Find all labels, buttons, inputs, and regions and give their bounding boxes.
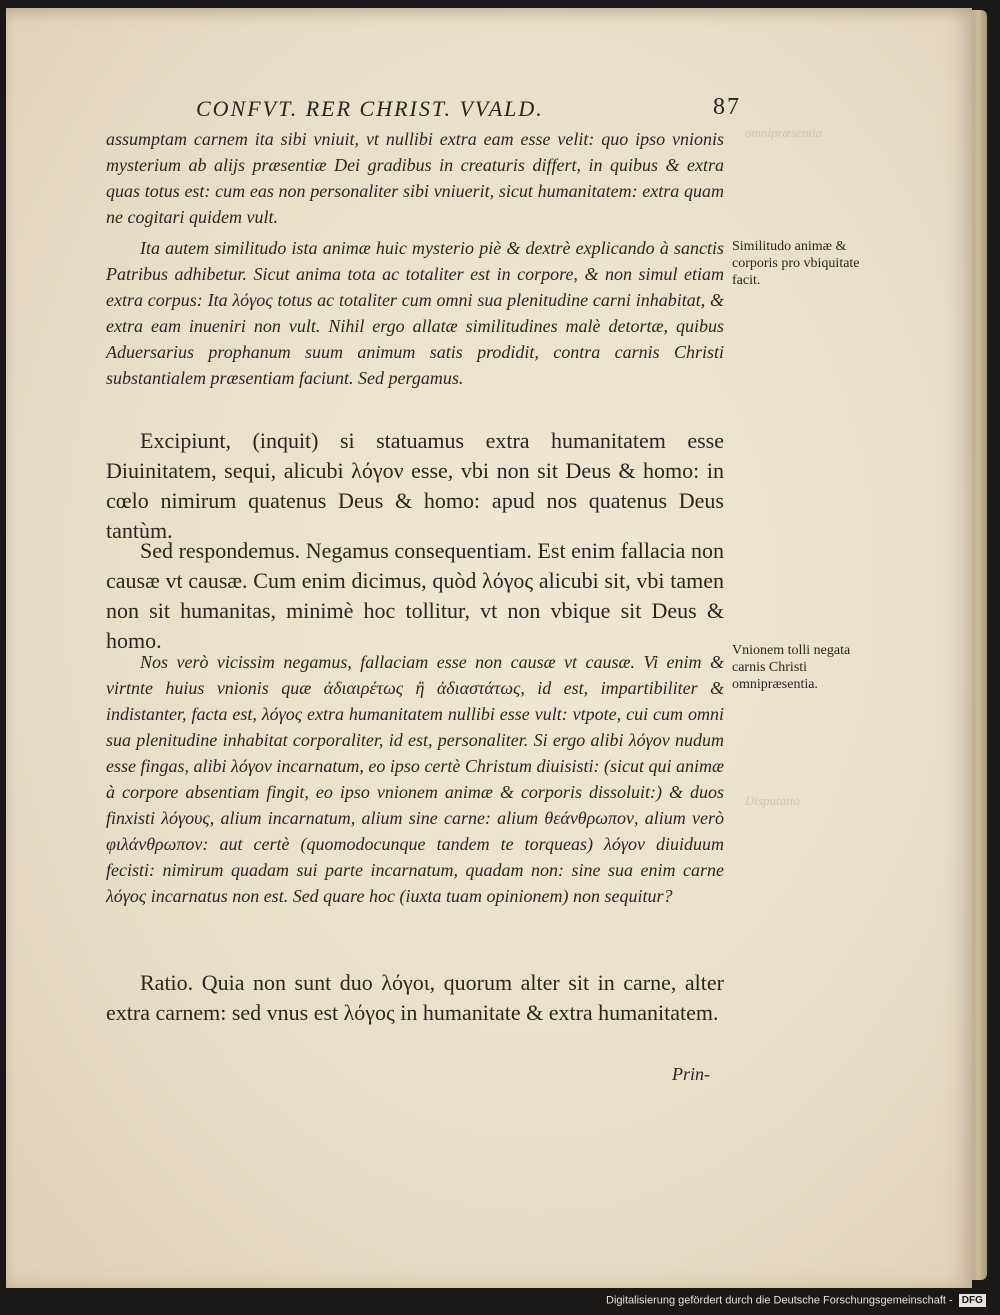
paragraph-3-text: Excipiunt, (inquit) si statuamus extra humanitatem esse Diuinitatem, sequi, alicubi λόγον esse, vbi non sit Deus & homo: in cœlo nimirum quatenus Deus & homo: apud nos quatenus Deus tantùm. <box>106 428 724 543</box>
paragraph-3 <box>106 426 724 546</box>
paragraph-1 <box>106 126 724 230</box>
show-through-text-1: omnipræsentia <box>745 125 823 140</box>
paragraph-2 <box>106 235 724 391</box>
paragraph-5 <box>106 649 724 909</box>
dfg-logo: DFG <box>959 1294 986 1307</box>
credit-text: Digitalisierung gefördert durch die Deutsche Forschungsgemeinschaft - <box>606 1294 953 1307</box>
page-number: 87 <box>713 94 741 120</box>
catchword: Prin- <box>672 1064 710 1084</box>
paragraph-6 <box>106 968 724 1028</box>
paragraph-1-text: assumptam carnem ita sibi vniuit, vt nullibi extra eam esse velit: quo ipso vnionis mysterium ab alijs præsentiæ Dei gradibus in creaturis differt, in quibus & extra quas totus est: cum eas non personaliter sibi vniuerit, sicut humanitatem: extra quam ne cogitari quidem vult. <box>106 129 724 227</box>
paragraph-4 <box>106 536 724 656</box>
marginal-note-2: Vnionem tolli negata carnis Christi omnipræsentia. <box>732 643 851 692</box>
paragraph-2-text: Ita autem similitudo ista animæ huic mysterio piè & dextrè explicando à sanctis Patribus adhibetur. Sicut anima tota ac totaliter est in corpore, & non simul etiam extra corpus: Ita λόγος totus ac totaliter cum omni sua plenitudine carni inhabitat, & extra eam inueniri non vult. Nihil ergo allatæ similitudines malè detortæ, quibus Aduersarius prophanum suum animum satis prodidit, contra carnis Christi substantialem præsentiam faciunt. Sed pergamus. <box>106 238 724 388</box>
show-through-text-2: Disputatio <box>745 793 800 808</box>
running-title: CONFVT. RER CHRIST. VVALD. <box>196 96 544 121</box>
paragraph-4-text: Sed respondemus. Negamus consequentiam. Est enim fallacia non causæ vt causæ. Cum enim dicimus, quòd λόγος alicubi sit, vbi tamen non sit humanitas, minimè hoc tollitur, vt non vbique sit Deus & homo. <box>106 538 724 653</box>
paragraph-6-text: Ratio. Quia non sunt duo λόγοι, quorum alter sit in carne, alter extra carnem: sed vnus est λόγος in humanitate & extra humanitatem. <box>106 970 724 1025</box>
marginal-note-1: Similitudo animæ & corporis pro vbiquitate facit. <box>732 239 860 288</box>
digitization-credit <box>606 1294 986 1307</box>
paragraph-5-text: Nos verò vicissim negamus, fallaciam esse non causæ vt causæ. Vi enim & virtnte huius vnionis quæ ἀδιαιρέτως ἢ ἀδιαστάτως, id est, impartibiliter & indistanter, facta est, λόγος extra humanitatem nullibi esse vult: vtpote, cui cum omni sua plenitudine inhabitat corporaliter, id est, personaliter. Si ergo alibi λόγον nudum esse fingas, alibi λόγον incarnatum, eo ipso certè Christum diuisisti: (sicut qui animæ à corpore absentiam fingit, eo ipso vnionem animæ & corporis dissoluit:) & duos finxisti λόγους, alium incarnatum, alium sine carne: alium θεάνθρωπον, alium verò φιλάνθρωπον: aut certè (quomodocunque tandem te torqueas) λόγον diuiduum fecisti: nimirum quadam sui parte incarnatum, quadam non: sine sua enim carne λόγος incarnatus non est. Sed quare hoc (iuxta tuam opinionem) non sequitur? <box>106 652 724 906</box>
